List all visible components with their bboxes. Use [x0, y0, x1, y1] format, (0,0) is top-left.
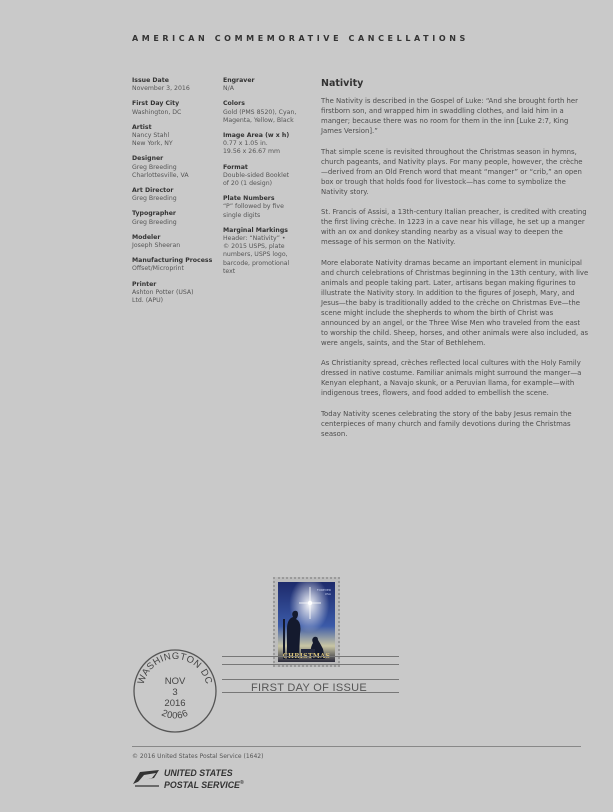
usps-wordmark: UNITED STATES POSTAL SERVICE® — [164, 768, 244, 790]
article — [321, 78, 589, 449]
stamp-country: USA — [324, 592, 331, 596]
first-day-of-issue: FIRST DAY OF ISSUE — [251, 682, 368, 694]
page-header: AMERICAN COMMEMORATIVE CANCELLATIONS — [132, 34, 469, 43]
meta-designer: Designer Greg Breeding Charlottesville, VA — [132, 155, 189, 179]
metadata-left-column — [132, 77, 220, 312]
meta-art-director: Art Director Greg Breeding — [132, 187, 177, 203]
article-paragraph: The Nativity is described in the Gospel of Luke: “And she brought forth her firstborn son, and wrapped him in swaddling clothes, and laid him in a manger; because there was no room for them in the inn [Luke 2:7, King James Version].” — [321, 97, 578, 135]
article-title: Nativity — [321, 78, 364, 89]
meta-artist: Artist Nancy Stahl New York, NY — [132, 123, 173, 148]
postmark-cancellation — [132, 648, 218, 734]
postmark-zip: 20066 — [159, 707, 191, 722]
divider — [222, 656, 399, 657]
svg-text:20066 — [160, 708, 190, 722]
postmark-day: 3 — [172, 687, 178, 698]
divider — [222, 679, 399, 680]
postmark-city: WASHINGTON DC — [135, 650, 215, 686]
stamp-denomination: FOREVER — [316, 588, 331, 592]
nativity-stamp — [273, 577, 340, 667]
meta-issue-date: Issue Date November 3, 2016 — [132, 77, 190, 93]
stamp-artwork — [275, 579, 338, 665]
article-paragraph: St. Francis of Assisi, a 13th-century Italian preacher, is credited with creating the first living crèche. In 1223 in a cave near his village, he set up a manger with an ox and donkey standing nearby as a visual way to deepen the message of his sermon on the Nativity. — [321, 208, 587, 246]
metadata-right-column — [223, 77, 313, 283]
meta-format: Format Double-sided Booklet of 20 (1 design) — [223, 163, 290, 188]
postmark-year: 2016 — [164, 698, 186, 709]
article-paragraph: Today Nativity scenes celebrating the story of the baby Jesus remain the centerpieces of many church and family devotions during the Christmas season. — [321, 409, 572, 438]
copyright-notice: © 2016 United States Postal Service (1642) — [132, 753, 264, 760]
footer-divider — [132, 746, 581, 747]
eagle-icon — [132, 768, 160, 788]
meta-modeler: Modeler Joseph Sheeran — [132, 233, 181, 250]
article-paragraph: More elaborate Nativity dramas became an important element in municipal and church celebrations of Christmas beginning in the 13th century, with live animals and people taking part. Later, artisans began making figurines to illustrate the Nativity story. In addition to the figures of Joseph, Mary, and Jesus—the baby is traditionally added to the crèche on Christmas Eve—the scene might include the shepherds to whom the birth of Christ was announced by an angel, or the Three Wise Men who traveled from the east to worship the child. Sheep, horses, and other animals were also included, as were angels, saints, and the Star of Bethlehem. — [321, 258, 589, 347]
article-paragraph: As Christianity spread, crèches reflected local cultures with the Holy Family dressed in native costume. Familiar animals might surround the manger—a Kenyan elephant, a Navajo skunk, or a Peruvian llama, for example—with indigenous trees, flowers, and food added to embellish the scene. — [321, 359, 582, 397]
meta-image-area: Image Area (w x h) 0.77 x 1.05 in. 19.56 x 26.67 mm — [223, 132, 290, 156]
meta-manufacturing: Manufacturing Process Offset/Microprint — [132, 257, 213, 273]
divider — [222, 664, 399, 665]
usps-logo — [132, 767, 252, 789]
meta-plate-numbers: Plate Numbers “P” followed by five single digits — [223, 195, 284, 219]
meta-engraver: Engraver N/A — [223, 77, 255, 93]
meta-marginal-markings: Marginal Markings Header: “Nativity” • © 2015 USPS, plate numbers, USPS logo, barcode, promotional text — [223, 226, 290, 275]
meta-typographer: Typographer Greg Breeding — [132, 210, 177, 226]
meta-first-day-city: First Day City Washington, DC — [132, 100, 182, 116]
meta-printer: Printer Ashton Potter (USA) Ltd. (APU) — [132, 280, 194, 305]
article-paragraph: That simple scene is revisited throughout the Christmas season in hymns, church pageants, and Nativity plays. For many people, however, the crèche—derived from an Old French word that meant “manger” or “crib,” an open box or trough that holds food for livestock—has come to symbolize the Nativity story. — [321, 147, 583, 196]
meta-colors: Colors Gold (PMS 8520), Cyan, Magenta, Yellow, Black — [223, 100, 297, 124]
postmark-month: NOV — [164, 676, 186, 687]
